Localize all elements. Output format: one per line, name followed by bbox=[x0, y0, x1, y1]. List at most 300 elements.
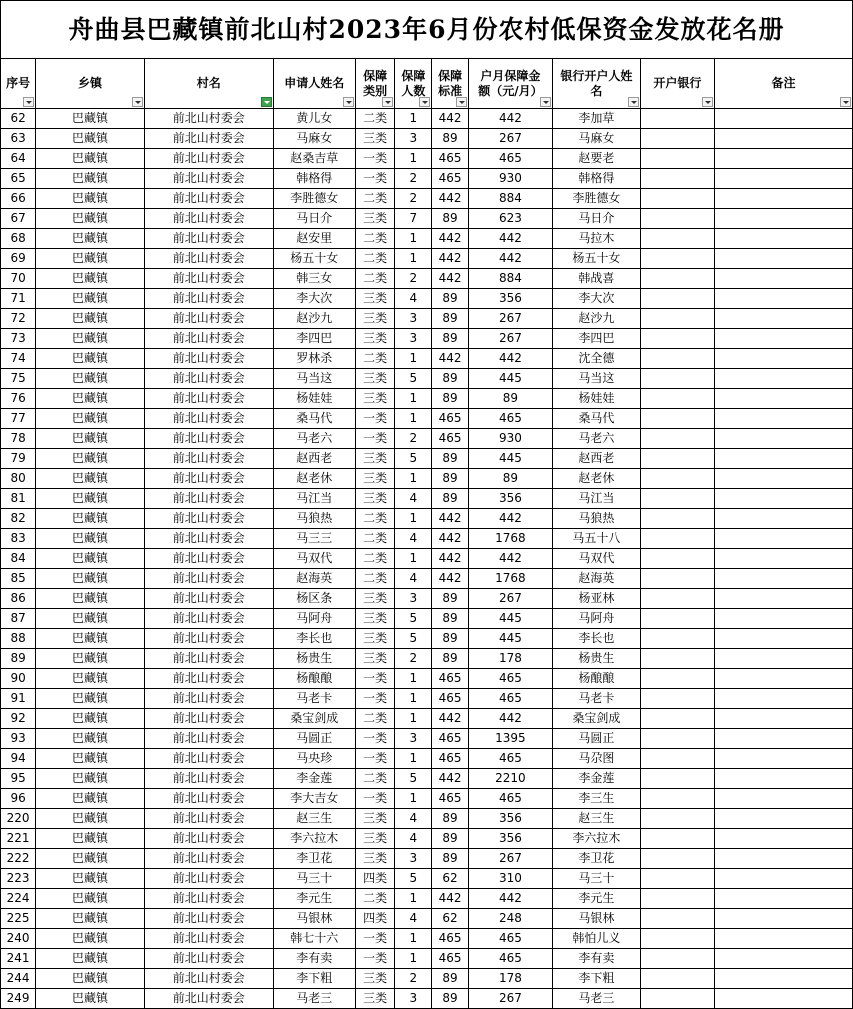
cell-standard[interactable]: 89 bbox=[432, 449, 468, 469]
cell-applicant[interactable]: 李六拉木 bbox=[273, 829, 355, 849]
cell-town[interactable]: 巴藏镇 bbox=[36, 709, 145, 729]
cell-remarks[interactable] bbox=[715, 589, 853, 609]
cell-village[interactable]: 前北山村委会 bbox=[144, 189, 273, 209]
cell-applicant[interactable]: 李长也 bbox=[273, 629, 355, 649]
cell-bank[interactable] bbox=[640, 549, 714, 569]
cell-category[interactable]: 一类 bbox=[356, 689, 395, 709]
cell-standard[interactable]: 465 bbox=[432, 429, 468, 449]
cell-account-holder[interactable]: 马三十 bbox=[553, 869, 641, 889]
cell-index[interactable]: 223 bbox=[1, 869, 36, 889]
cell-category[interactable]: 二类 bbox=[356, 269, 395, 289]
cell-remarks[interactable] bbox=[715, 369, 853, 389]
cell-town[interactable]: 巴藏镇 bbox=[36, 169, 145, 189]
filter-active-icon[interactable] bbox=[261, 97, 272, 107]
cell-account-holder[interactable]: 李胜德女 bbox=[553, 189, 641, 209]
cell-village[interactable]: 前北山村委会 bbox=[144, 409, 273, 429]
header-town[interactable]: 乡镇 bbox=[36, 59, 145, 109]
cell-amount[interactable]: 442 bbox=[468, 229, 552, 249]
cell-account-holder[interactable]: 马阿舟 bbox=[553, 609, 641, 629]
cell-applicant[interactable]: 李四巴 bbox=[273, 329, 355, 349]
cell-town[interactable]: 巴藏镇 bbox=[36, 129, 145, 149]
filter-dropdown-icon[interactable] bbox=[419, 97, 430, 107]
cell-amount[interactable]: 2210 bbox=[468, 769, 552, 789]
cell-index[interactable]: 87 bbox=[1, 609, 36, 629]
filter-dropdown-icon[interactable] bbox=[343, 97, 354, 107]
cell-index[interactable]: 86 bbox=[1, 589, 36, 609]
cell-town[interactable]: 巴藏镇 bbox=[36, 629, 145, 649]
cell-bank[interactable] bbox=[640, 269, 714, 289]
cell-bank[interactable] bbox=[640, 229, 714, 249]
cell-category[interactable]: 三类 bbox=[356, 829, 395, 849]
cell-remarks[interactable] bbox=[715, 869, 853, 889]
cell-town[interactable]: 巴藏镇 bbox=[36, 109, 145, 129]
cell-persons[interactable]: 2 bbox=[395, 169, 432, 189]
cell-town[interactable]: 巴藏镇 bbox=[36, 309, 145, 329]
cell-category[interactable]: 二类 bbox=[356, 709, 395, 729]
cell-remarks[interactable] bbox=[715, 449, 853, 469]
cell-town[interactable]: 巴藏镇 bbox=[36, 649, 145, 669]
cell-village[interactable]: 前北山村委会 bbox=[144, 589, 273, 609]
cell-category[interactable]: 二类 bbox=[356, 549, 395, 569]
cell-village[interactable]: 前北山村委会 bbox=[144, 869, 273, 889]
cell-persons[interactable]: 2 bbox=[395, 189, 432, 209]
cell-applicant[interactable]: 李有卖 bbox=[273, 949, 355, 969]
cell-category[interactable]: 一类 bbox=[356, 409, 395, 429]
cell-account-holder[interactable]: 韩怕儿义 bbox=[553, 929, 641, 949]
header-village[interactable]: 村名 bbox=[144, 59, 273, 109]
cell-amount[interactable]: 310 bbox=[468, 869, 552, 889]
cell-applicant[interactable]: 马江当 bbox=[273, 489, 355, 509]
cell-village[interactable]: 前北山村委会 bbox=[144, 709, 273, 729]
cell-standard[interactable]: 89 bbox=[432, 489, 468, 509]
cell-town[interactable]: 巴藏镇 bbox=[36, 449, 145, 469]
cell-persons[interactable]: 3 bbox=[395, 309, 432, 329]
cell-bank[interactable] bbox=[640, 149, 714, 169]
cell-amount[interactable]: 465 bbox=[468, 789, 552, 809]
cell-amount[interactable]: 884 bbox=[468, 269, 552, 289]
cell-amount[interactable]: 442 bbox=[468, 709, 552, 729]
cell-category[interactable]: 二类 bbox=[356, 889, 395, 909]
cell-applicant[interactable]: 赵西老 bbox=[273, 449, 355, 469]
cell-applicant[interactable]: 李金莲 bbox=[273, 769, 355, 789]
cell-remarks[interactable] bbox=[715, 289, 853, 309]
cell-town[interactable]: 巴藏镇 bbox=[36, 989, 145, 1009]
cell-bank[interactable] bbox=[640, 449, 714, 469]
cell-category[interactable]: 二类 bbox=[356, 349, 395, 369]
cell-amount[interactable]: 442 bbox=[468, 889, 552, 909]
cell-standard[interactable]: 465 bbox=[432, 149, 468, 169]
cell-category[interactable]: 二类 bbox=[356, 189, 395, 209]
cell-standard[interactable]: 442 bbox=[432, 529, 468, 549]
filter-dropdown-icon[interactable] bbox=[702, 97, 713, 107]
cell-persons[interactable]: 5 bbox=[395, 449, 432, 469]
cell-bank[interactable] bbox=[640, 529, 714, 549]
cell-account-holder[interactable]: 桑宝剑成 bbox=[553, 709, 641, 729]
cell-remarks[interactable] bbox=[715, 709, 853, 729]
cell-applicant[interactable]: 桑宝剑成 bbox=[273, 709, 355, 729]
cell-index[interactable]: 88 bbox=[1, 629, 36, 649]
cell-category[interactable]: 三类 bbox=[356, 649, 395, 669]
cell-village[interactable]: 前北山村委会 bbox=[144, 349, 273, 369]
cell-standard[interactable]: 442 bbox=[432, 109, 468, 129]
cell-remarks[interactable] bbox=[715, 489, 853, 509]
cell-applicant[interactable]: 李卫花 bbox=[273, 849, 355, 869]
cell-village[interactable]: 前北山村委会 bbox=[144, 969, 273, 989]
cell-bank[interactable] bbox=[640, 909, 714, 929]
cell-index[interactable]: 73 bbox=[1, 329, 36, 349]
cell-amount[interactable]: 442 bbox=[468, 549, 552, 569]
cell-remarks[interactable] bbox=[715, 809, 853, 829]
cell-remarks[interactable] bbox=[715, 189, 853, 209]
cell-standard[interactable]: 465 bbox=[432, 789, 468, 809]
cell-town[interactable]: 巴藏镇 bbox=[36, 729, 145, 749]
cell-index[interactable]: 67 bbox=[1, 209, 36, 229]
cell-standard[interactable]: 442 bbox=[432, 569, 468, 589]
cell-standard[interactable]: 89 bbox=[432, 289, 468, 309]
cell-amount[interactable]: 445 bbox=[468, 629, 552, 649]
cell-village[interactable]: 前北山村委会 bbox=[144, 929, 273, 949]
cell-index[interactable]: 82 bbox=[1, 509, 36, 529]
cell-applicant[interactable]: 杨贵生 bbox=[273, 649, 355, 669]
cell-amount[interactable]: 1395 bbox=[468, 729, 552, 749]
cell-category[interactable]: 三类 bbox=[356, 209, 395, 229]
cell-remarks[interactable] bbox=[715, 429, 853, 449]
cell-bank[interactable] bbox=[640, 429, 714, 449]
cell-amount[interactable]: 442 bbox=[468, 509, 552, 529]
cell-village[interactable]: 前北山村委会 bbox=[144, 489, 273, 509]
cell-persons[interactable]: 3 bbox=[395, 989, 432, 1009]
cell-amount[interactable]: 465 bbox=[468, 409, 552, 429]
header-bank[interactable]: 开户银行 bbox=[640, 59, 714, 109]
cell-bank[interactable] bbox=[640, 689, 714, 709]
cell-bank[interactable] bbox=[640, 209, 714, 229]
cell-village[interactable]: 前北山村委会 bbox=[144, 149, 273, 169]
cell-town[interactable]: 巴藏镇 bbox=[36, 869, 145, 889]
cell-persons[interactable]: 3 bbox=[395, 129, 432, 149]
cell-remarks[interactable] bbox=[715, 529, 853, 549]
cell-town[interactable]: 巴藏镇 bbox=[36, 289, 145, 309]
cell-remarks[interactable] bbox=[715, 669, 853, 689]
cell-remarks[interactable] bbox=[715, 129, 853, 149]
cell-village[interactable]: 前北山村委会 bbox=[144, 789, 273, 809]
cell-category[interactable]: 三类 bbox=[356, 989, 395, 1009]
cell-applicant[interactable]: 马日介 bbox=[273, 209, 355, 229]
cell-standard[interactable]: 89 bbox=[432, 809, 468, 829]
cell-applicant[interactable]: 杨区条 bbox=[273, 589, 355, 609]
cell-amount[interactable]: 930 bbox=[468, 169, 552, 189]
cell-category[interactable]: 一类 bbox=[356, 169, 395, 189]
cell-town[interactable]: 巴藏镇 bbox=[36, 509, 145, 529]
cell-account-holder[interactable]: 马圆正 bbox=[553, 729, 641, 749]
cell-index[interactable]: 70 bbox=[1, 269, 36, 289]
cell-amount[interactable]: 356 bbox=[468, 489, 552, 509]
cell-standard[interactable]: 89 bbox=[432, 209, 468, 229]
cell-persons[interactable]: 1 bbox=[395, 229, 432, 249]
cell-amount[interactable]: 356 bbox=[468, 829, 552, 849]
cell-category[interactable]: 四类 bbox=[356, 869, 395, 889]
cell-applicant[interactable]: 杨娃娃 bbox=[273, 389, 355, 409]
filter-dropdown-icon[interactable] bbox=[628, 97, 639, 107]
cell-category[interactable]: 二类 bbox=[356, 109, 395, 129]
cell-amount[interactable]: 267 bbox=[468, 329, 552, 349]
cell-village[interactable]: 前北山村委会 bbox=[144, 569, 273, 589]
cell-standard[interactable]: 442 bbox=[432, 229, 468, 249]
header-index[interactable]: 序号 bbox=[1, 59, 36, 109]
cell-standard[interactable]: 465 bbox=[432, 749, 468, 769]
cell-index[interactable]: 65 bbox=[1, 169, 36, 189]
cell-index[interactable]: 220 bbox=[1, 809, 36, 829]
cell-bank[interactable] bbox=[640, 629, 714, 649]
cell-standard[interactable]: 89 bbox=[432, 629, 468, 649]
cell-standard[interactable]: 442 bbox=[432, 189, 468, 209]
cell-index[interactable]: 240 bbox=[1, 929, 36, 949]
cell-amount[interactable]: 465 bbox=[468, 749, 552, 769]
cell-village[interactable]: 前北山村委会 bbox=[144, 509, 273, 529]
cell-persons[interactable]: 1 bbox=[395, 749, 432, 769]
cell-index[interactable]: 90 bbox=[1, 669, 36, 689]
cell-account-holder[interactable]: 李下粗 bbox=[553, 969, 641, 989]
cell-bank[interactable] bbox=[640, 569, 714, 589]
cell-remarks[interactable] bbox=[715, 649, 853, 669]
cell-amount[interactable]: 442 bbox=[468, 109, 552, 129]
cell-remarks[interactable] bbox=[715, 309, 853, 329]
cell-bank[interactable] bbox=[640, 709, 714, 729]
cell-standard[interactable]: 465 bbox=[432, 689, 468, 709]
cell-village[interactable]: 前北山村委会 bbox=[144, 369, 273, 389]
cell-index[interactable]: 63 bbox=[1, 129, 36, 149]
cell-applicant[interactable]: 赵桑吉草 bbox=[273, 149, 355, 169]
cell-account-holder[interactable]: 李三生 bbox=[553, 789, 641, 809]
cell-amount[interactable]: 267 bbox=[468, 849, 552, 869]
cell-category[interactable]: 二类 bbox=[356, 249, 395, 269]
cell-persons[interactable]: 1 bbox=[395, 409, 432, 429]
cell-account-holder[interactable]: 赵沙九 bbox=[553, 309, 641, 329]
cell-index[interactable]: 84 bbox=[1, 549, 36, 569]
cell-account-holder[interactable]: 李有卖 bbox=[553, 949, 641, 969]
cell-persons[interactable]: 4 bbox=[395, 529, 432, 549]
filter-dropdown-icon[interactable] bbox=[23, 97, 34, 107]
cell-bank[interactable] bbox=[640, 169, 714, 189]
cell-bank[interactable] bbox=[640, 129, 714, 149]
cell-village[interactable]: 前北山村委会 bbox=[144, 809, 273, 829]
cell-index[interactable]: 225 bbox=[1, 909, 36, 929]
cell-index[interactable]: 221 bbox=[1, 829, 36, 849]
cell-remarks[interactable] bbox=[715, 889, 853, 909]
cell-index[interactable]: 74 bbox=[1, 349, 36, 369]
cell-bank[interactable] bbox=[640, 829, 714, 849]
cell-persons[interactable]: 2 bbox=[395, 649, 432, 669]
cell-bank[interactable] bbox=[640, 969, 714, 989]
cell-index[interactable]: 81 bbox=[1, 489, 36, 509]
cell-bank[interactable] bbox=[640, 949, 714, 969]
cell-category[interactable]: 二类 bbox=[356, 509, 395, 529]
cell-town[interactable]: 巴藏镇 bbox=[36, 849, 145, 869]
cell-persons[interactable]: 4 bbox=[395, 829, 432, 849]
cell-index[interactable]: 76 bbox=[1, 389, 36, 409]
cell-village[interactable]: 前北山村委会 bbox=[144, 469, 273, 489]
cell-index[interactable]: 78 bbox=[1, 429, 36, 449]
cell-index[interactable]: 85 bbox=[1, 569, 36, 589]
cell-applicant[interactable]: 马银林 bbox=[273, 909, 355, 929]
filter-dropdown-icon[interactable] bbox=[456, 97, 467, 107]
cell-village[interactable]: 前北山村委会 bbox=[144, 689, 273, 709]
cell-town[interactable]: 巴藏镇 bbox=[36, 929, 145, 949]
cell-category[interactable]: 三类 bbox=[356, 389, 395, 409]
cell-category[interactable]: 一类 bbox=[356, 789, 395, 809]
cell-standard[interactable]: 89 bbox=[432, 309, 468, 329]
cell-account-holder[interactable]: 沈全德 bbox=[553, 349, 641, 369]
cell-remarks[interactable] bbox=[715, 969, 853, 989]
cell-town[interactable]: 巴藏镇 bbox=[36, 269, 145, 289]
cell-remarks[interactable] bbox=[715, 249, 853, 269]
cell-town[interactable]: 巴藏镇 bbox=[36, 549, 145, 569]
cell-town[interactable]: 巴藏镇 bbox=[36, 389, 145, 409]
cell-persons[interactable]: 4 bbox=[395, 809, 432, 829]
cell-town[interactable]: 巴藏镇 bbox=[36, 529, 145, 549]
cell-applicant[interactable]: 马三三 bbox=[273, 529, 355, 549]
cell-persons[interactable]: 1 bbox=[395, 469, 432, 489]
cell-amount[interactable]: 89 bbox=[468, 389, 552, 409]
cell-persons[interactable]: 1 bbox=[395, 389, 432, 409]
cell-village[interactable]: 前北山村委会 bbox=[144, 389, 273, 409]
cell-applicant[interactable]: 李大次 bbox=[273, 289, 355, 309]
cell-persons[interactable]: 1 bbox=[395, 349, 432, 369]
cell-town[interactable]: 巴藏镇 bbox=[36, 769, 145, 789]
header-persons[interactable]: 保障人数 bbox=[395, 59, 432, 109]
cell-village[interactable]: 前北山村委会 bbox=[144, 109, 273, 129]
cell-remarks[interactable] bbox=[715, 149, 853, 169]
cell-category[interactable]: 三类 bbox=[356, 449, 395, 469]
cell-account-holder[interactable]: 马狼热 bbox=[553, 509, 641, 529]
cell-category[interactable]: 三类 bbox=[356, 849, 395, 869]
cell-index[interactable]: 69 bbox=[1, 249, 36, 269]
filter-dropdown-icon[interactable] bbox=[132, 97, 143, 107]
cell-persons[interactable]: 4 bbox=[395, 289, 432, 309]
cell-town[interactable]: 巴藏镇 bbox=[36, 789, 145, 809]
cell-index[interactable]: 94 bbox=[1, 749, 36, 769]
cell-applicant[interactable]: 马麻女 bbox=[273, 129, 355, 149]
cell-category[interactable]: 一类 bbox=[356, 749, 395, 769]
cell-category[interactable]: 三类 bbox=[356, 329, 395, 349]
cell-index[interactable]: 77 bbox=[1, 409, 36, 429]
cell-account-holder[interactable]: 杨亚林 bbox=[553, 589, 641, 609]
cell-town[interactable]: 巴藏镇 bbox=[36, 889, 145, 909]
cell-standard[interactable]: 465 bbox=[432, 409, 468, 429]
cell-remarks[interactable] bbox=[715, 389, 853, 409]
cell-remarks[interactable] bbox=[715, 769, 853, 789]
cell-index[interactable]: 93 bbox=[1, 729, 36, 749]
cell-persons[interactable]: 1 bbox=[395, 789, 432, 809]
cell-amount[interactable]: 445 bbox=[468, 449, 552, 469]
cell-applicant[interactable]: 李大吉女 bbox=[273, 789, 355, 809]
cell-village[interactable]: 前北山村委会 bbox=[144, 729, 273, 749]
cell-persons[interactable]: 1 bbox=[395, 929, 432, 949]
cell-amount[interactable]: 248 bbox=[468, 909, 552, 929]
cell-town[interactable]: 巴藏镇 bbox=[36, 209, 145, 229]
cell-standard[interactable]: 465 bbox=[432, 929, 468, 949]
cell-category[interactable]: 二类 bbox=[356, 229, 395, 249]
cell-amount[interactable]: 465 bbox=[468, 949, 552, 969]
cell-applicant[interactable]: 马老六 bbox=[273, 429, 355, 449]
cell-account-holder[interactable]: 马拉木 bbox=[553, 229, 641, 249]
cell-town[interactable]: 巴藏镇 bbox=[36, 469, 145, 489]
cell-bank[interactable] bbox=[640, 409, 714, 429]
cell-account-holder[interactable]: 赵三生 bbox=[553, 809, 641, 829]
cell-standard[interactable]: 442 bbox=[432, 889, 468, 909]
cell-persons[interactable]: 2 bbox=[395, 969, 432, 989]
cell-village[interactable]: 前北山村委会 bbox=[144, 909, 273, 929]
cell-account-holder[interactable]: 杨贵生 bbox=[553, 649, 641, 669]
cell-persons[interactable]: 1 bbox=[395, 689, 432, 709]
cell-bank[interactable] bbox=[640, 389, 714, 409]
cell-index[interactable]: 79 bbox=[1, 449, 36, 469]
cell-category[interactable]: 一类 bbox=[356, 149, 395, 169]
cell-persons[interactable]: 1 bbox=[395, 149, 432, 169]
cell-applicant[interactable]: 杨五十女 bbox=[273, 249, 355, 269]
cell-account-holder[interactable]: 李大次 bbox=[553, 289, 641, 309]
cell-standard[interactable]: 89 bbox=[432, 389, 468, 409]
cell-standard[interactable]: 442 bbox=[432, 269, 468, 289]
cell-remarks[interactable] bbox=[715, 989, 853, 1009]
cell-bank[interactable] bbox=[640, 329, 714, 349]
cell-applicant[interactable]: 赵三生 bbox=[273, 809, 355, 829]
cell-category[interactable]: 三类 bbox=[356, 969, 395, 989]
cell-account-holder[interactable]: 李金莲 bbox=[553, 769, 641, 789]
cell-amount[interactable]: 465 bbox=[468, 669, 552, 689]
cell-category[interactable]: 二类 bbox=[356, 529, 395, 549]
cell-town[interactable]: 巴藏镇 bbox=[36, 249, 145, 269]
cell-account-holder[interactable]: 马日介 bbox=[553, 209, 641, 229]
cell-town[interactable]: 巴藏镇 bbox=[36, 149, 145, 169]
cell-standard[interactable]: 465 bbox=[432, 169, 468, 189]
cell-applicant[interactable]: 马三十 bbox=[273, 869, 355, 889]
cell-applicant[interactable]: 马老三 bbox=[273, 989, 355, 1009]
cell-village[interactable]: 前北山村委会 bbox=[144, 769, 273, 789]
cell-account-holder[interactable]: 李加草 bbox=[553, 109, 641, 129]
cell-amount[interactable]: 442 bbox=[468, 349, 552, 369]
cell-bank[interactable] bbox=[640, 469, 714, 489]
cell-standard[interactable]: 442 bbox=[432, 549, 468, 569]
cell-town[interactable]: 巴藏镇 bbox=[36, 329, 145, 349]
cell-town[interactable]: 巴藏镇 bbox=[36, 369, 145, 389]
cell-bank[interactable] bbox=[640, 669, 714, 689]
cell-bank[interactable] bbox=[640, 769, 714, 789]
filter-dropdown-icon[interactable] bbox=[540, 97, 551, 107]
cell-remarks[interactable] bbox=[715, 569, 853, 589]
cell-applicant[interactable]: 李元生 bbox=[273, 889, 355, 909]
cell-amount[interactable]: 178 bbox=[468, 969, 552, 989]
cell-bank[interactable] bbox=[640, 789, 714, 809]
cell-amount[interactable]: 178 bbox=[468, 649, 552, 669]
cell-bank[interactable] bbox=[640, 369, 714, 389]
cell-town[interactable]: 巴藏镇 bbox=[36, 409, 145, 429]
cell-index[interactable]: 64 bbox=[1, 149, 36, 169]
cell-bank[interactable] bbox=[640, 989, 714, 1009]
cell-category[interactable]: 一类 bbox=[356, 729, 395, 749]
cell-index[interactable]: 72 bbox=[1, 309, 36, 329]
cell-persons[interactable]: 3 bbox=[395, 849, 432, 869]
cell-persons[interactable]: 1 bbox=[395, 509, 432, 529]
cell-persons[interactable]: 1 bbox=[395, 709, 432, 729]
cell-town[interactable]: 巴藏镇 bbox=[36, 489, 145, 509]
cell-village[interactable]: 前北山村委会 bbox=[144, 529, 273, 549]
cell-persons[interactable]: 1 bbox=[395, 889, 432, 909]
cell-bank[interactable] bbox=[640, 849, 714, 869]
cell-remarks[interactable] bbox=[715, 169, 853, 189]
cell-standard[interactable]: 442 bbox=[432, 349, 468, 369]
cell-applicant[interactable]: 马当这 bbox=[273, 369, 355, 389]
cell-standard[interactable]: 89 bbox=[432, 369, 468, 389]
